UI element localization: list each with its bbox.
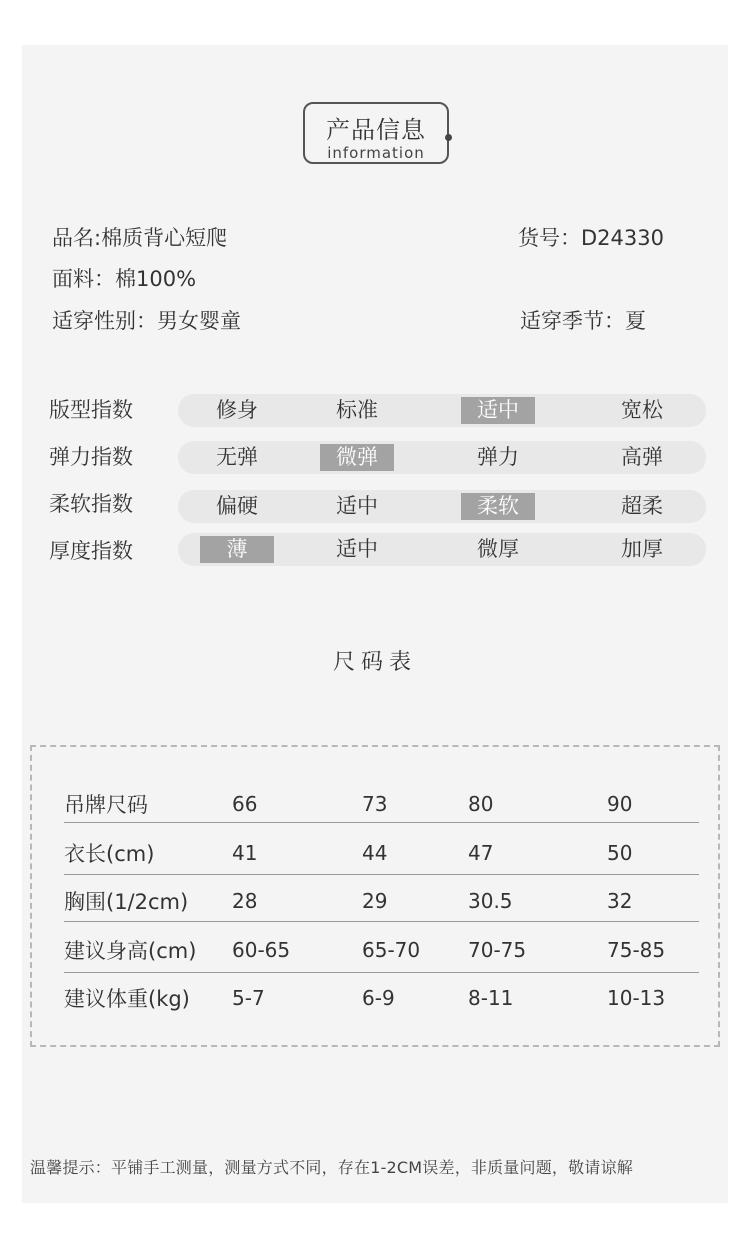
- section-badge-product-info: [303, 102, 449, 164]
- size-row-label: 建议体重(kg): [64, 987, 190, 1011]
- index-scale-bar: [178, 394, 706, 427]
- size-row-label: 胸围(1/2cm): [64, 890, 189, 914]
- size-cell: 66: [232, 792, 258, 816]
- size-cell: 47: [468, 841, 494, 865]
- index-option: 适中: [336, 537, 378, 561]
- size-cell: 70-75: [468, 938, 527, 962]
- index-option: 修身: [216, 398, 258, 422]
- product-material: 面料：棉100%: [52, 267, 197, 291]
- size-row-label: 衣长(cm): [64, 842, 155, 866]
- index-label: 厚度指数: [49, 539, 133, 563]
- size-cell: 90: [607, 792, 633, 816]
- product-name: 品名:棉质背心短爬: [52, 226, 228, 250]
- index-label: 弹力指数: [49, 445, 133, 469]
- index-option: 偏硬: [216, 494, 258, 518]
- size-cell: 28: [232, 889, 258, 913]
- size-cell: 29: [362, 889, 388, 913]
- index-option: 加厚: [621, 537, 663, 561]
- index-option: 超柔: [621, 494, 663, 518]
- size-row-label: 吊牌尺码: [64, 793, 148, 817]
- index-option-selected: 适中: [461, 397, 535, 424]
- size-cell: 75-85: [607, 938, 666, 962]
- size-chart-table: [30, 745, 720, 1047]
- index-scale-bar: [178, 490, 706, 523]
- index-option-selected: 柔软: [461, 493, 535, 520]
- size-cell: 32: [607, 889, 633, 913]
- index-option: 高弹: [621, 445, 663, 469]
- size-cell: 8-11: [468, 986, 514, 1010]
- size-cell: 73: [362, 792, 388, 816]
- size-cell: 10-13: [607, 986, 666, 1010]
- size-row-label: 建议身高(cm): [64, 939, 197, 963]
- index-option: 弹力: [477, 445, 519, 469]
- row-divider: [64, 921, 699, 922]
- index-label: 版型指数: [49, 398, 133, 422]
- index-scale-bar: [178, 441, 706, 474]
- measurement-notice: 温馨提示：平铺手工测量，测量方式不同，存在1-2CM误差，非质量问题，敬请谅解: [30, 1158, 633, 1177]
- index-option-selected: 薄: [200, 536, 274, 563]
- size-chart-title: 尺码表: [332, 650, 417, 675]
- size-cell: 44: [362, 841, 388, 865]
- index-scale-bar: [178, 533, 706, 566]
- product-season: 适穿季节：夏: [520, 309, 646, 333]
- index-label: 柔软指数: [49, 492, 133, 516]
- row-divider: [64, 822, 699, 823]
- size-cell: 50: [607, 841, 633, 865]
- section-title: 产品信息: [326, 116, 426, 144]
- size-cell: 80: [468, 792, 494, 816]
- index-option: 微厚: [477, 537, 519, 561]
- size-cell: 30.5: [468, 889, 513, 913]
- index-option: 适中: [336, 494, 378, 518]
- size-cell: 5-7: [232, 986, 265, 1010]
- section-subtitle: information: [327, 144, 425, 162]
- badge-dot-icon: [445, 134, 452, 141]
- size-cell: 41: [232, 841, 258, 865]
- product-gender: 适穿性别：男女婴童: [52, 309, 241, 333]
- index-option: 无弹: [216, 445, 258, 469]
- index-option: 宽松: [621, 398, 663, 422]
- index-option: 标准: [336, 398, 378, 422]
- size-cell: 65-70: [362, 938, 421, 962]
- index-option-selected: 微弹: [320, 444, 394, 471]
- size-cell: 60-65: [232, 938, 291, 962]
- size-cell: 6-9: [362, 986, 395, 1010]
- row-divider: [64, 972, 699, 973]
- row-divider: [64, 874, 699, 875]
- product-sku: 货号：D24330: [518, 226, 664, 250]
